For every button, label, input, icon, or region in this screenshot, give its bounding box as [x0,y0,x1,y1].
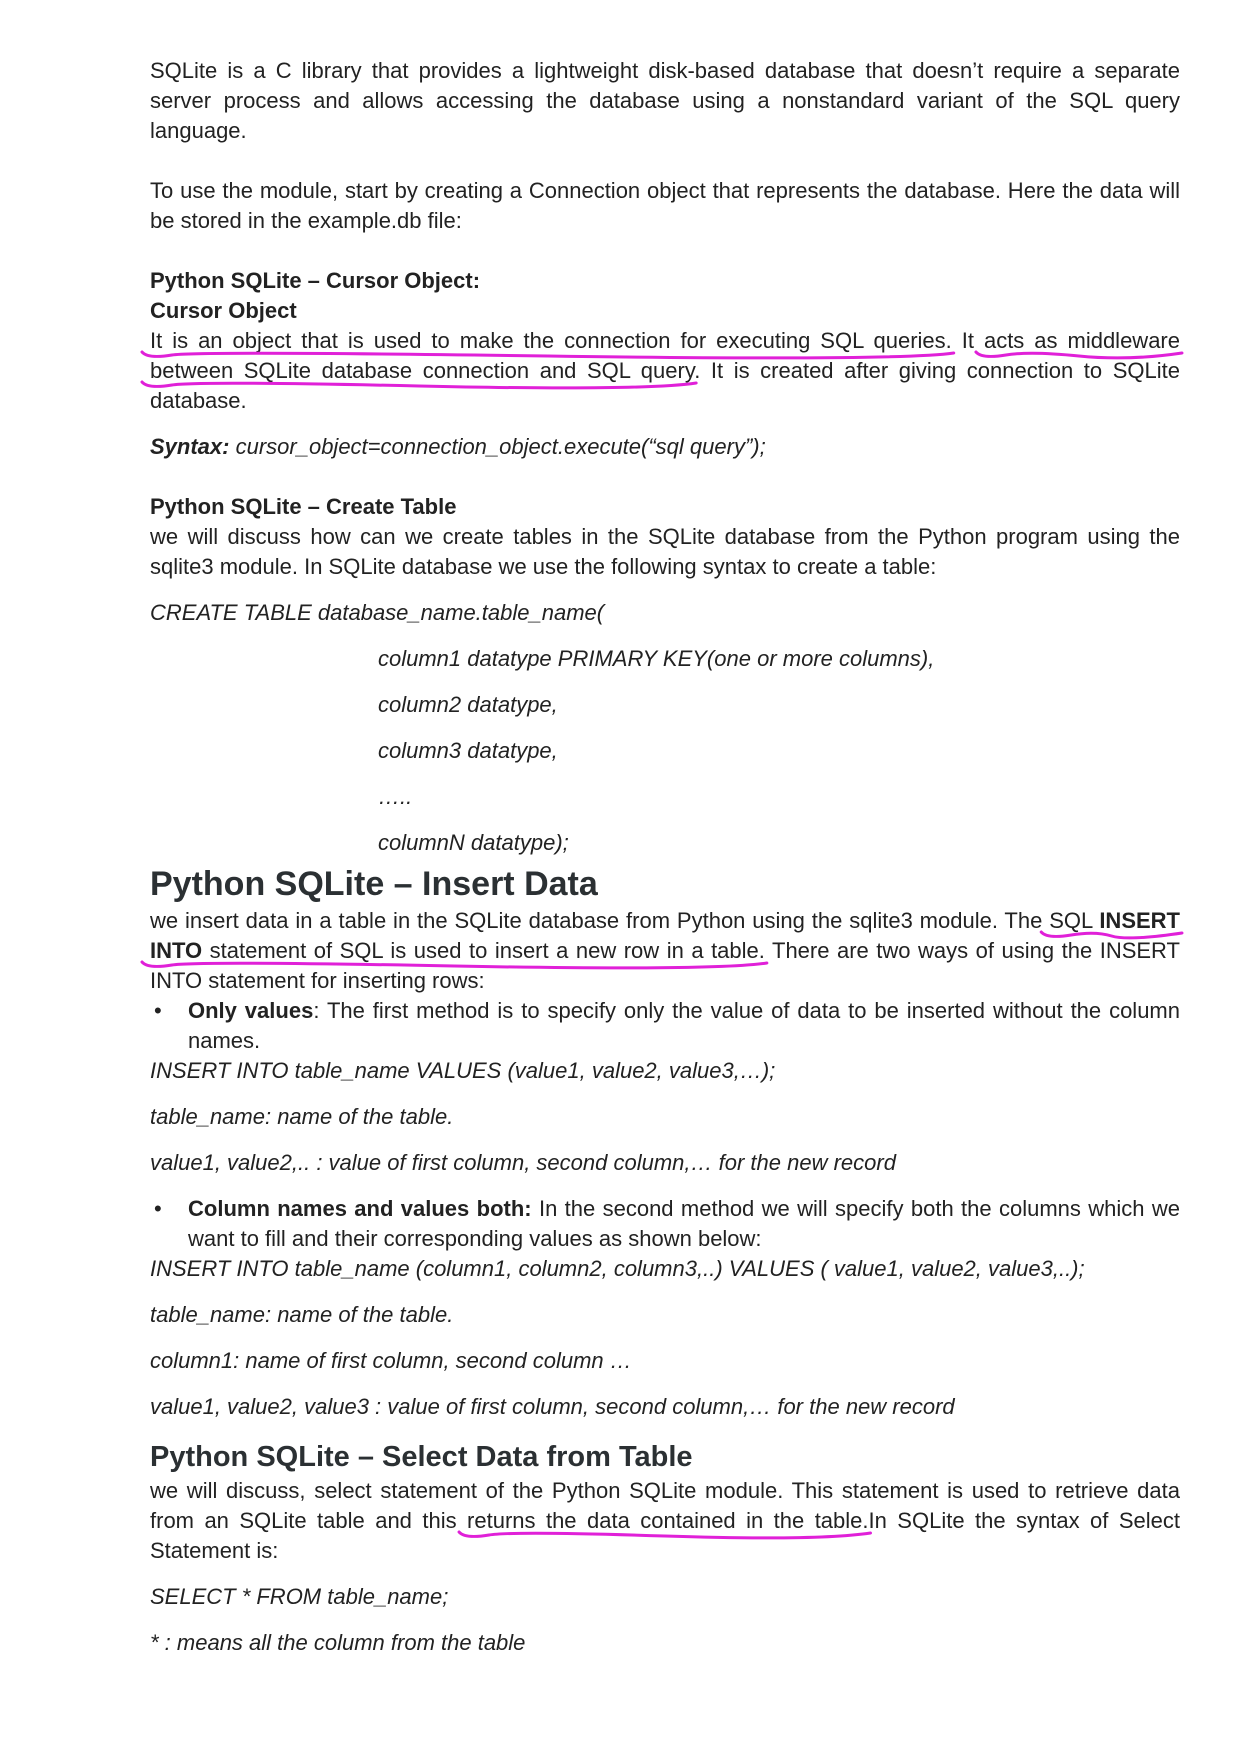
create-code-line-4: ….. [378,784,413,809]
insert-text-1: we insert data in a table in the SQLite database from Python using the sqlite3 module. The [150,908,1050,933]
insert-method-columns-values [188,1194,1180,1254]
intro-paragraph-2: To use the module, start by creating a Connection object that represents the database. Here the data will be stored in the example.db file: [150,178,1180,233]
create-code-line-3: column3 datatype, [378,738,558,763]
insert-columns-syntax: INSERT INTO table_name (column1, column2, column3,..) VALUES ( value1, value2, value3,..); [150,1256,1085,1281]
only-values-text: : The first method is to specify only the value of data to be inserted without the column names. [188,998,1180,1053]
cursor-description [150,326,1180,416]
insert-values-values: value1, value2,.. : value of first column, second column,… for the new record [150,1150,896,1175]
syntax-label: Syntax: [150,434,230,459]
insert-method-only-values [188,996,1180,1056]
cursor-text-4: . It is created after giving connection to SQLite database. [150,358,1180,413]
create-table-text: we will discuss how can we create tables in the SQLite database from the Python program using the sqlite3 module. In SQLite database we use the following syntax to create a table: [150,524,1180,579]
insert-values-table-name: table_name: name of the table. [150,1104,454,1129]
underlined-phrase-middleware: acts as middleware between SQLite database connection and SQL query [150,328,1180,383]
insert-method-list-1 [150,996,1180,1056]
select-text-1: we will discuss, select statement of the Python SQLite module. This statement is used to retrieve data from an SQLite table and this [150,1478,1180,1533]
document-page [150,56,1180,1658]
select-code-2: * : means all the column from the table [150,1630,526,1655]
create-table-heading: Python SQLite – Create Table [150,494,457,519]
cursor-section-heading: Python SQLite – Cursor Object: [150,268,481,293]
select-data-heading: Python SQLite – Select Data from Table [150,1441,693,1473]
syntax-code: cursor_object=connection_object.execute(“sql query”); [229,434,766,459]
insert-columns-column1: column1: name of first column, second column … [150,1348,632,1373]
cursor-syntax [150,432,1180,462]
insert-description [150,906,1180,996]
insert-method-list-2 [150,1194,1180,1254]
insert-into-keyword: INSERT INTO [150,908,1180,963]
select-description [150,1476,1180,1566]
columns-values-text: In the second method we will specify both the columns which we want to fill and their corresponding values as shown below: [188,1196,1180,1251]
cursor-text-2: It [951,328,984,353]
insert-data-heading: Python SQLite – Insert Data [150,865,598,903]
create-code-line-5: columnN datatype); [378,830,569,855]
insert-text-statement: statement of SQL is used to insert a new row in a table. [202,938,765,963]
create-code-line-1: column1 datatype PRIMARY KEY(one or more columns), [378,646,935,671]
intro-paragraph-1: SQLite is a C library that provides a lightweight disk-based database that doesn’t require a separate server process and allows accessing the database using a nonstandard variant of the SQL query language. [150,58,1180,143]
create-code-head: CREATE TABLE database_name.table_name( [150,600,605,625]
underlined-phrase-cursor-def: It is an object that is used to make the connection for executing SQL queries. [150,328,952,353]
insert-text-5: There are two ways of using the INSERT INTO statement for inserting rows: [150,938,1180,993]
only-values-label: Only values [188,998,314,1023]
select-text-3: In SQLite the syntax of Select Statement is: [150,1508,1180,1563]
insert-text-sql: SQL [1049,908,1100,933]
create-code-line-2: column2 datatype, [378,692,558,717]
insert-columns-values: value1, value2, value3 : value of first column, second column,… for the new record [150,1394,955,1419]
underlined-phrase-returns-data: returns the data contained in the table. [467,1508,869,1533]
cursor-subheading: Cursor Object [150,298,297,323]
insert-values-syntax: INSERT INTO table_name VALUES (value1, value2, value3,…); [150,1058,776,1083]
insert-columns-table-name: table_name: name of the table. [150,1302,454,1327]
columns-values-label: Column names and values both: [188,1196,532,1221]
select-code-1: SELECT * FROM table_name; [150,1584,449,1609]
